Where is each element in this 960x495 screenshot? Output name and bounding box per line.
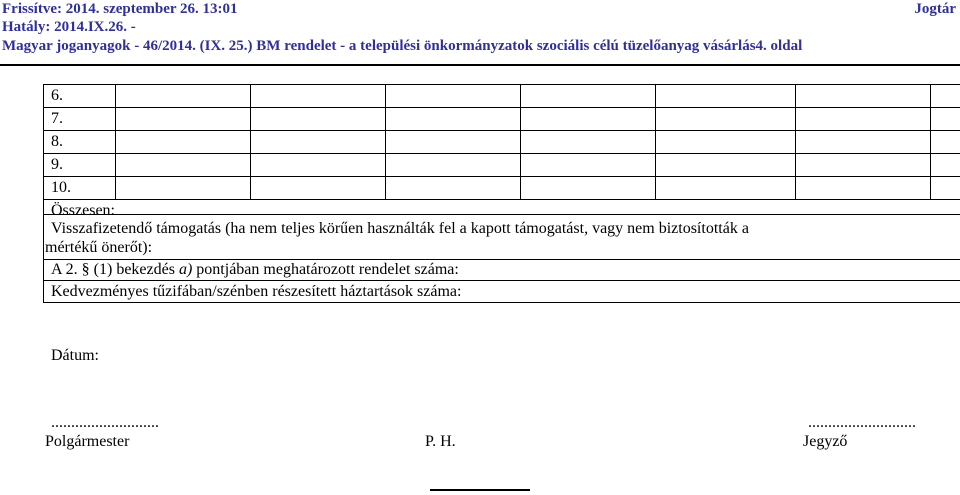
table-column (115, 84, 116, 199)
table-column (930, 84, 931, 199)
document-title: Magyar joganyagok - 46/2014. (IX. 25.) BM rendelet - a települési önkormányzatok szociális célú tüzelőanyag vásárlás4. oldal (2, 38, 803, 54)
table-column (795, 84, 796, 199)
total-label: Összesen: (51, 202, 115, 219)
row-number: 6. (51, 87, 63, 104)
notary-label: Jegyző (803, 433, 848, 450)
stamp-label: P. H. (425, 433, 456, 450)
effective-date: Hatály: 2014.IX.26. - (2, 19, 136, 35)
updated-date: Frissítve: 2014. szeptember 26. 13:01 (2, 1, 238, 17)
table-column (385, 84, 386, 199)
mayor-signature-line: ........................... (51, 414, 159, 431)
row-number: 9. (51, 156, 63, 173)
table-line (43, 84, 960, 85)
footnote-rule (430, 489, 530, 491)
row-number: 7. (51, 110, 63, 127)
row-number: 8. (51, 133, 63, 150)
brand-label: Jogtár (914, 1, 956, 17)
table-column (520, 84, 521, 199)
row-number: 10. (51, 179, 71, 196)
notary-signature-line: ........................... (808, 414, 916, 431)
table-border (43, 84, 44, 222)
repayment-line-1: Visszafizetendő támogatás (ha nem teljes körűen használták fel a kapott támogatást, vagy nem biztosították a (51, 220, 749, 237)
table-line (43, 302, 960, 303)
households-label: Kedvezményes tűzifában/szénben részesített háztartások száma: (51, 283, 462, 300)
table-line (43, 130, 960, 131)
mayor-label: Polgármester (45, 433, 130, 450)
table-line (43, 280, 960, 281)
table-column (250, 84, 251, 199)
table-line (43, 176, 960, 177)
decree-number-label: A 2. § (1) bekezdés a) pontjában meghatározott rendelet száma: (51, 261, 459, 278)
repayment-line-2: mértékű önerőt): (45, 239, 153, 256)
table-line (43, 153, 960, 154)
table-line (43, 107, 960, 108)
table-line (43, 214, 960, 215)
table-border (43, 214, 44, 302)
table-column (655, 84, 656, 199)
date-label: Dátum: (51, 347, 99, 364)
header-divider (0, 64, 960, 66)
table-line (43, 199, 960, 200)
